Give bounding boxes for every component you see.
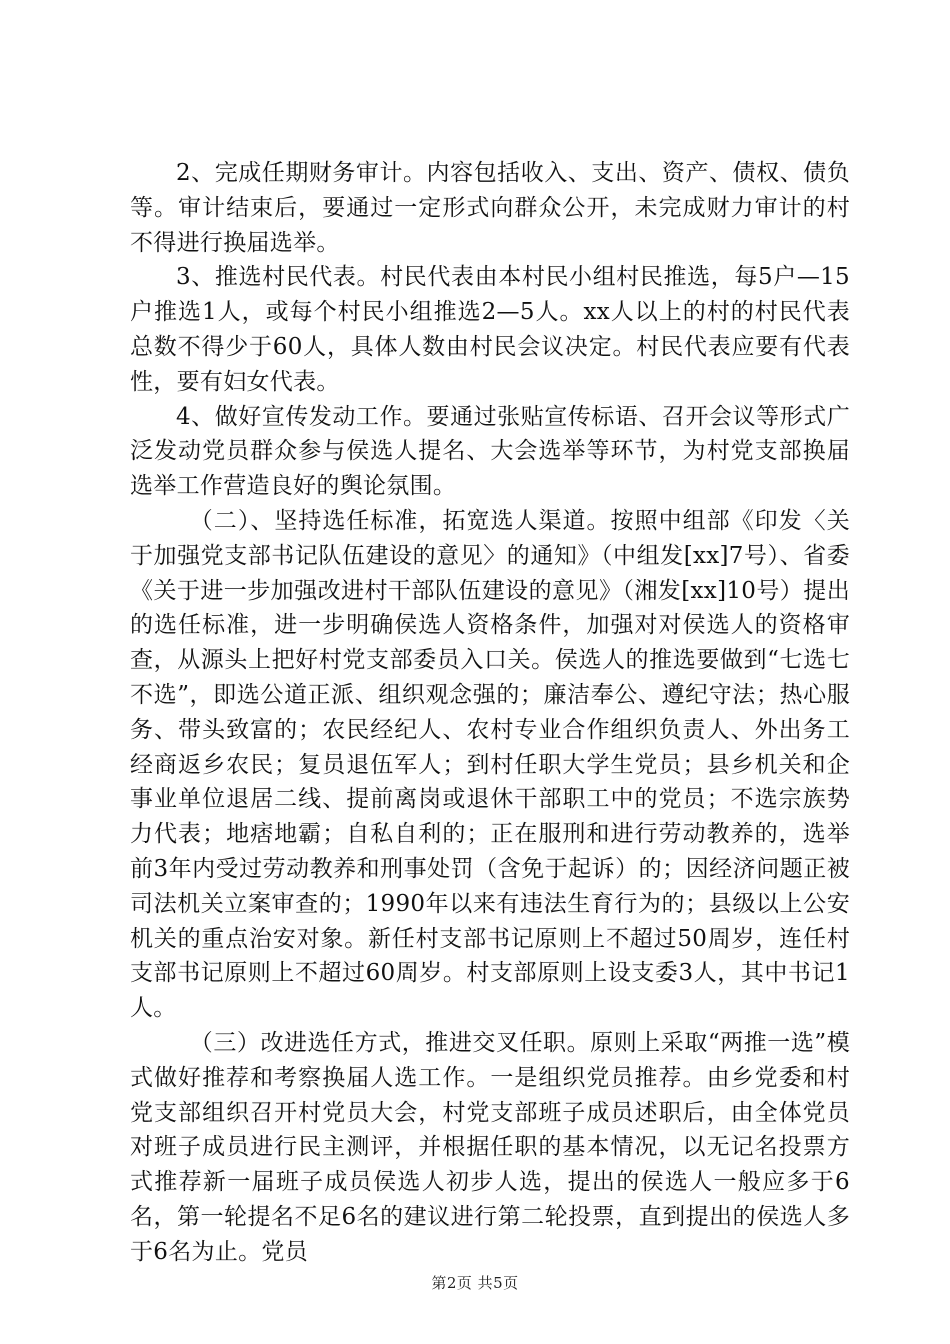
page-footer: 第2页 共5页 — [431, 1274, 519, 1292]
paragraph-selection-standards: （二）、坚持选任标准，拓宽选人渠道。按照中组部《印发〈关于加强党支部书记队伍建设的意见〉的通知》（中组发[xx]7号）、省委《关于进一步加强改进村干部队伍建设的意见》（湘发[xx]10号）提出的选任标准，进一步明确侯选人资格条件，加强对对侯选人的资格审查，从源头上把好村党支部委员入口关。侯选人的推选要做到“七选七不选”，即选公道正派、组织观念强的；廉洁奉公、遵纪守法；热心服务、带头致富的；农民经纪人、农村专业合作组织负责人、外出务工经商返乡农民；复员退伍军人；到村任职大学生党员；县乡机关和企事业单位退居二线、提前离岗或退休干部职工中的党员；不选宗族势力代表；地痞地霸；自私自利的；正在服刑和进行劳动教养的，选举前3年内受过劳动教养和刑事处罚（含免于起诉）的；因经济问题正被司法机关立案审查的；1990年以来有违法生育行为的；县级以上公安机关的重点治安对象。新任村支部书记原则上不超过50周岁，连任村支部书记原则上不超过60周岁。村支部原则上设支委3人，其中书记1人。 — [130, 507, 850, 1022]
body-text — [130, 156, 850, 1270]
paragraph-financial-audit: 2、完成任期财务审计。内容包括收入、支出、资产、债权、债负等。审计结束后，要通过一定形式向群众公开，未完成财力审计的村不得进行换届选举。 — [130, 160, 850, 256]
paragraph-selection-method: （三）改进选任方式，推进交叉任职。原则上采取“两推一选”模式做好推荐和考察换届人选工作。一是组织党员推荐。由乡党委和村党支部组织召开村党员大会，村党支部班子成员述职后，由全体党员对班子成员进行民主测评，并根据任职的基本情况，以无记名投票方式推荐新一届班子成员侯选人初步人选，提出的侯选人一般应多于6名，第一轮提名不足6名的建议进行第二轮投票，直到提出的侯选人多于6名为止。党员 — [130, 1029, 850, 1265]
paragraph-villager-representatives: 3、推选村民代表。村民代表由本村民小组村民推选，每5户—15户推选1人，或每个村民小组推选2—5人。xx人以上的村的村民代表总数不得少于60人，具体人数由村民会议决定。村民代表应要有代表性，要有妇女代表。 — [130, 264, 850, 395]
paragraph-publicity-mobilization: 4、做好宣传发动工作。要通过张贴宣传标语、召开会议等形式广泛发动党员群众参与侯选人提名、大会选举等环节，为村党支部换届选举工作营造良好的舆论氛围。 — [130, 403, 850, 500]
